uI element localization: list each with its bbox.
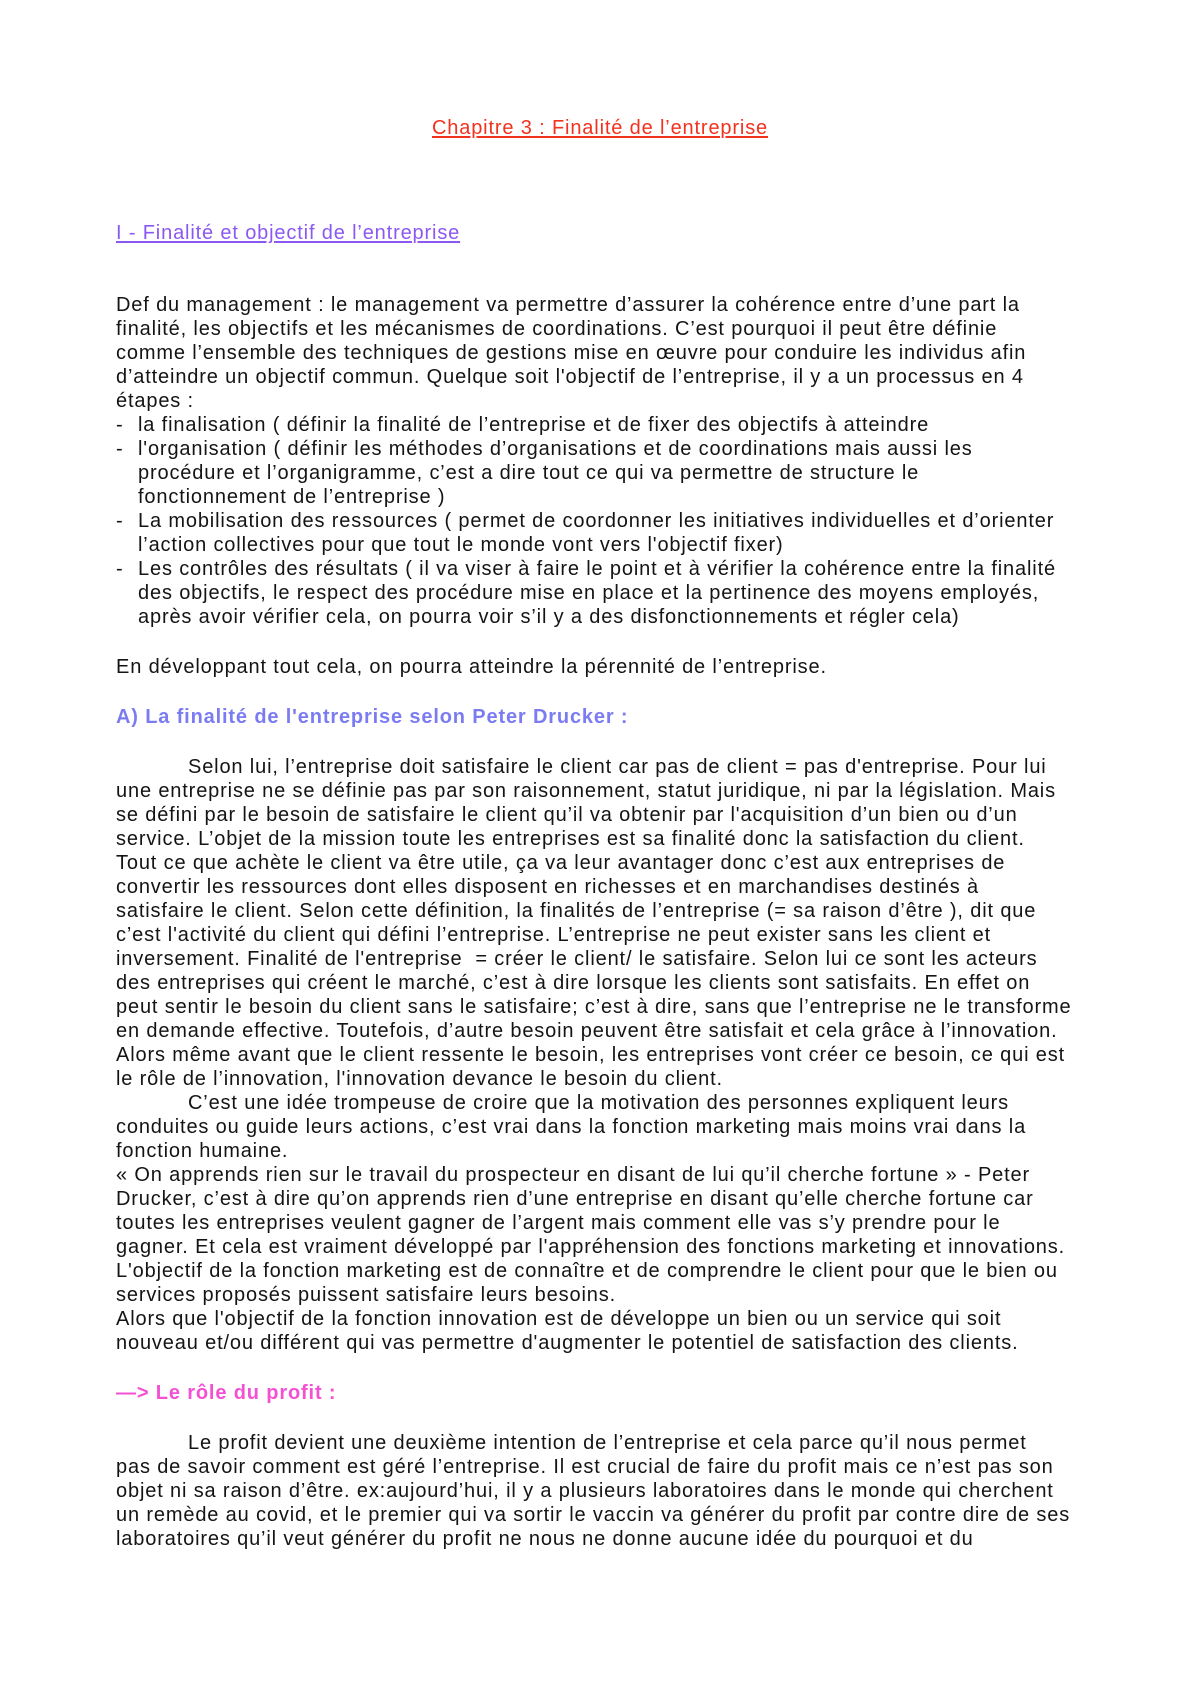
paragraph-line: services proposés puissent satisfaire leurs besoins. (116, 1284, 616, 1306)
paragraph-line: C’est une idée trompeuse de croire que la motivation des personnes expliquent leurs (188, 1092, 1009, 1114)
paragraph-line: Tout ce que achète le client va être utile, ça va leur avantager donc c’est aux entreprises de (116, 852, 1006, 874)
document-title: Chapitre 3 : Finalité de l’entreprise (431, 117, 769, 139)
paragraph-line: Drucker, c’est à dire qu’on apprends rien d’une entreprise en disant qu’elle cherche fortune car (116, 1188, 1034, 1210)
list-item-line: la finalisation ( définir la finalité de l’entreprise et de fixer des objectifs à atteindre (138, 414, 930, 436)
paragraph-line: étapes : (116, 390, 194, 412)
paragraph-line: Le profit devient une deuxième intention de l’entreprise et cela parce qu’il nous permet (188, 1432, 1027, 1454)
list-item (116, 557, 1056, 629)
paragraph-line: finalité, les objectifs et les mécanismes de coordinations. C’est pourquoi il peut être définie (116, 318, 998, 340)
paragraph-line: convertir les ressources dont elles disposent en richesses et en marchandises destinés à (116, 876, 979, 898)
list-item-text (138, 509, 1054, 557)
list-marker: - (116, 510, 124, 532)
list-marker: - (116, 438, 124, 460)
paragraph-line: nouveau et/ou différent qui vas permettre d'augmenter le potentiel de satisfaction des clients. (116, 1332, 1019, 1354)
list-item-line: l'organisation ( définir les méthodes d’organisations et de coordinations mais aussi les (138, 438, 973, 460)
list-item-line: des objectifs, le respect des procédure mise en place et la pertinence des moyens employés, (138, 582, 1040, 604)
paragraph-line: L'objectif de la fonction marketing est de connaître et de comprendre le client pour que le bien ou (116, 1260, 1058, 1282)
profit-paragraph (116, 1431, 1070, 1551)
list-item-line: l’action collectives pour que tout le monde vont vers l'objectif fixer) (138, 534, 784, 556)
list-item (116, 437, 1056, 509)
drucker-paragraph (116, 755, 1072, 1091)
list-item-line: La mobilisation des ressources ( permet de coordonner les initiatives individuelles et d’orienter (138, 510, 1055, 532)
paragraph-line: service. L’objet de la mission toute les entreprises est sa finalité donc la satisfaction du client. (116, 828, 1025, 850)
paragraph-line: peut sentir le besoin du client sans le satisfaire; c’est à dire, sans que l’entreprise ne le transforme (116, 996, 1072, 1018)
list-marker: - (116, 558, 124, 580)
paragraph-line: satisfaire le client. Selon cette définition, la finalités de l’entreprise (= sa raison d’être ), dit que (116, 900, 1037, 922)
paragraph-line: conduites ou guide leurs actions, c’est vrai dans la fonction marketing mais moins vrai dans la (116, 1116, 1027, 1138)
paragraph-line: toutes les entreprises veulent gagner de l’argent mais comment elle vas s’y prendre pour le (116, 1212, 1001, 1234)
list-item (116, 413, 1056, 437)
paragraph-line: gagner. Et cela est vraiment développé par l'appréhension des fonctions marketing et innovations. (116, 1236, 1066, 1258)
list-item (116, 509, 1056, 557)
paragraph-line: le rôle de l’innovation, l'innovation devance le besoin du client. (116, 1068, 723, 1090)
paragraph-line: se défini par le besoin de satisfaire le client qu’il va obtenir par l'acquisition d’un bien ou d’un (116, 804, 1018, 826)
conclusion-line: En développant tout cela, on pourra atteindre la pérennité de l’entreprise. (116, 656, 827, 678)
list-item-text (138, 413, 929, 437)
motivation-paragraph (116, 1091, 1065, 1355)
section-heading: I - Finalité et objectif de l’entreprise (116, 222, 461, 244)
steps-list (116, 413, 1056, 629)
paragraph-line: une entreprise ne se définie pas par son raisonnement, statut juridique, ni par la législation. Mais (116, 780, 1056, 802)
list-item-text (138, 437, 973, 509)
definition-paragraph (116, 293, 1026, 413)
paragraph-line: comme l’ensemble des techniques de gestions mise en œuvre pour conduire les individus afin (116, 342, 1027, 364)
paragraph-line: Selon lui, l’entreprise doit satisfaire le client car pas de client = pas d'entreprise. Pour lui (188, 756, 1047, 778)
paragraph-line: « On apprends rien sur le travail du prospecteur en disant de lui qu’il cherche fortune » - Peter (116, 1164, 1031, 1186)
paragraph-line: en demande effective. Toutefois, d’autre besoin peuvent être satisfait et cela grâce à l’innovation. (116, 1020, 1058, 1042)
paragraph-line: Alors même avant que le client ressente le besoin, les entreprises vont créer ce besoin, ce qui est (116, 1044, 1066, 1066)
paragraph-line: laboratoires qu’il veut générer du profit ne nous ne donne aucune idée du pourquoi et du (116, 1528, 974, 1550)
paragraph-line: des entreprises qui créent le marché, c’est à dire lorsque les clients sont satisfaits. En effet on (116, 972, 1031, 994)
list-item-line: fonctionnement de l’entreprise ) (138, 486, 446, 508)
list-item-line: Les contrôles des résultats ( il va viser à faire le point et à vérifier la cohérence entre la finalité (138, 558, 1056, 580)
subsection-heading: A) La finalité de l'entreprise selon Peter Drucker : (116, 706, 629, 728)
paragraph-line: objet ni sa raison d’être. ex:aujourd’hui, il y a plusieurs laboratoires dans le monde qui cherchent (116, 1480, 1054, 1502)
profit-heading: —> Le rôle du profit : (116, 1382, 337, 1404)
paragraph-line: c’est l'activité du client qui défini l’entreprise. L’entreprise ne peut exister sans les client et (116, 924, 992, 946)
list-item-line: après avoir vérifier cela, on pourra voir s’il y a des disfonctionnements et régler cela) (138, 606, 960, 628)
paragraph-line: un remède au covid, et le premier qui va sortir le vaccin va générer du profit par contre dire de ses (116, 1504, 1071, 1526)
paragraph-line: inversement. Finalité de l'entreprise = créer le client/ le satisfaire. Selon lui ce sont les acteurs (116, 948, 1038, 970)
paragraph-line: Def du management : le management va permettre d’assurer la cohérence entre d’une part la (116, 294, 1020, 316)
paragraph-line: pas de savoir comment est géré l’entreprise. Il est crucial de faire du profit mais ce n’est pas son (116, 1456, 1054, 1478)
list-item-line: procédure et l’organigramme, c’est a dire tout ce qui va permettre de structure le (138, 462, 920, 484)
paragraph-line: Alors que l'objectif de la fonction innovation est de développe un bien ou un service qui soit (116, 1308, 1002, 1330)
list-item-text (138, 557, 1056, 629)
paragraph-line: fonction humaine. (116, 1140, 289, 1162)
paragraph-line: d’atteindre un objectif commun. Quelque soit l'objectif de l’entreprise, il y a un processus en 4 (116, 366, 1024, 388)
list-marker: - (116, 414, 124, 436)
